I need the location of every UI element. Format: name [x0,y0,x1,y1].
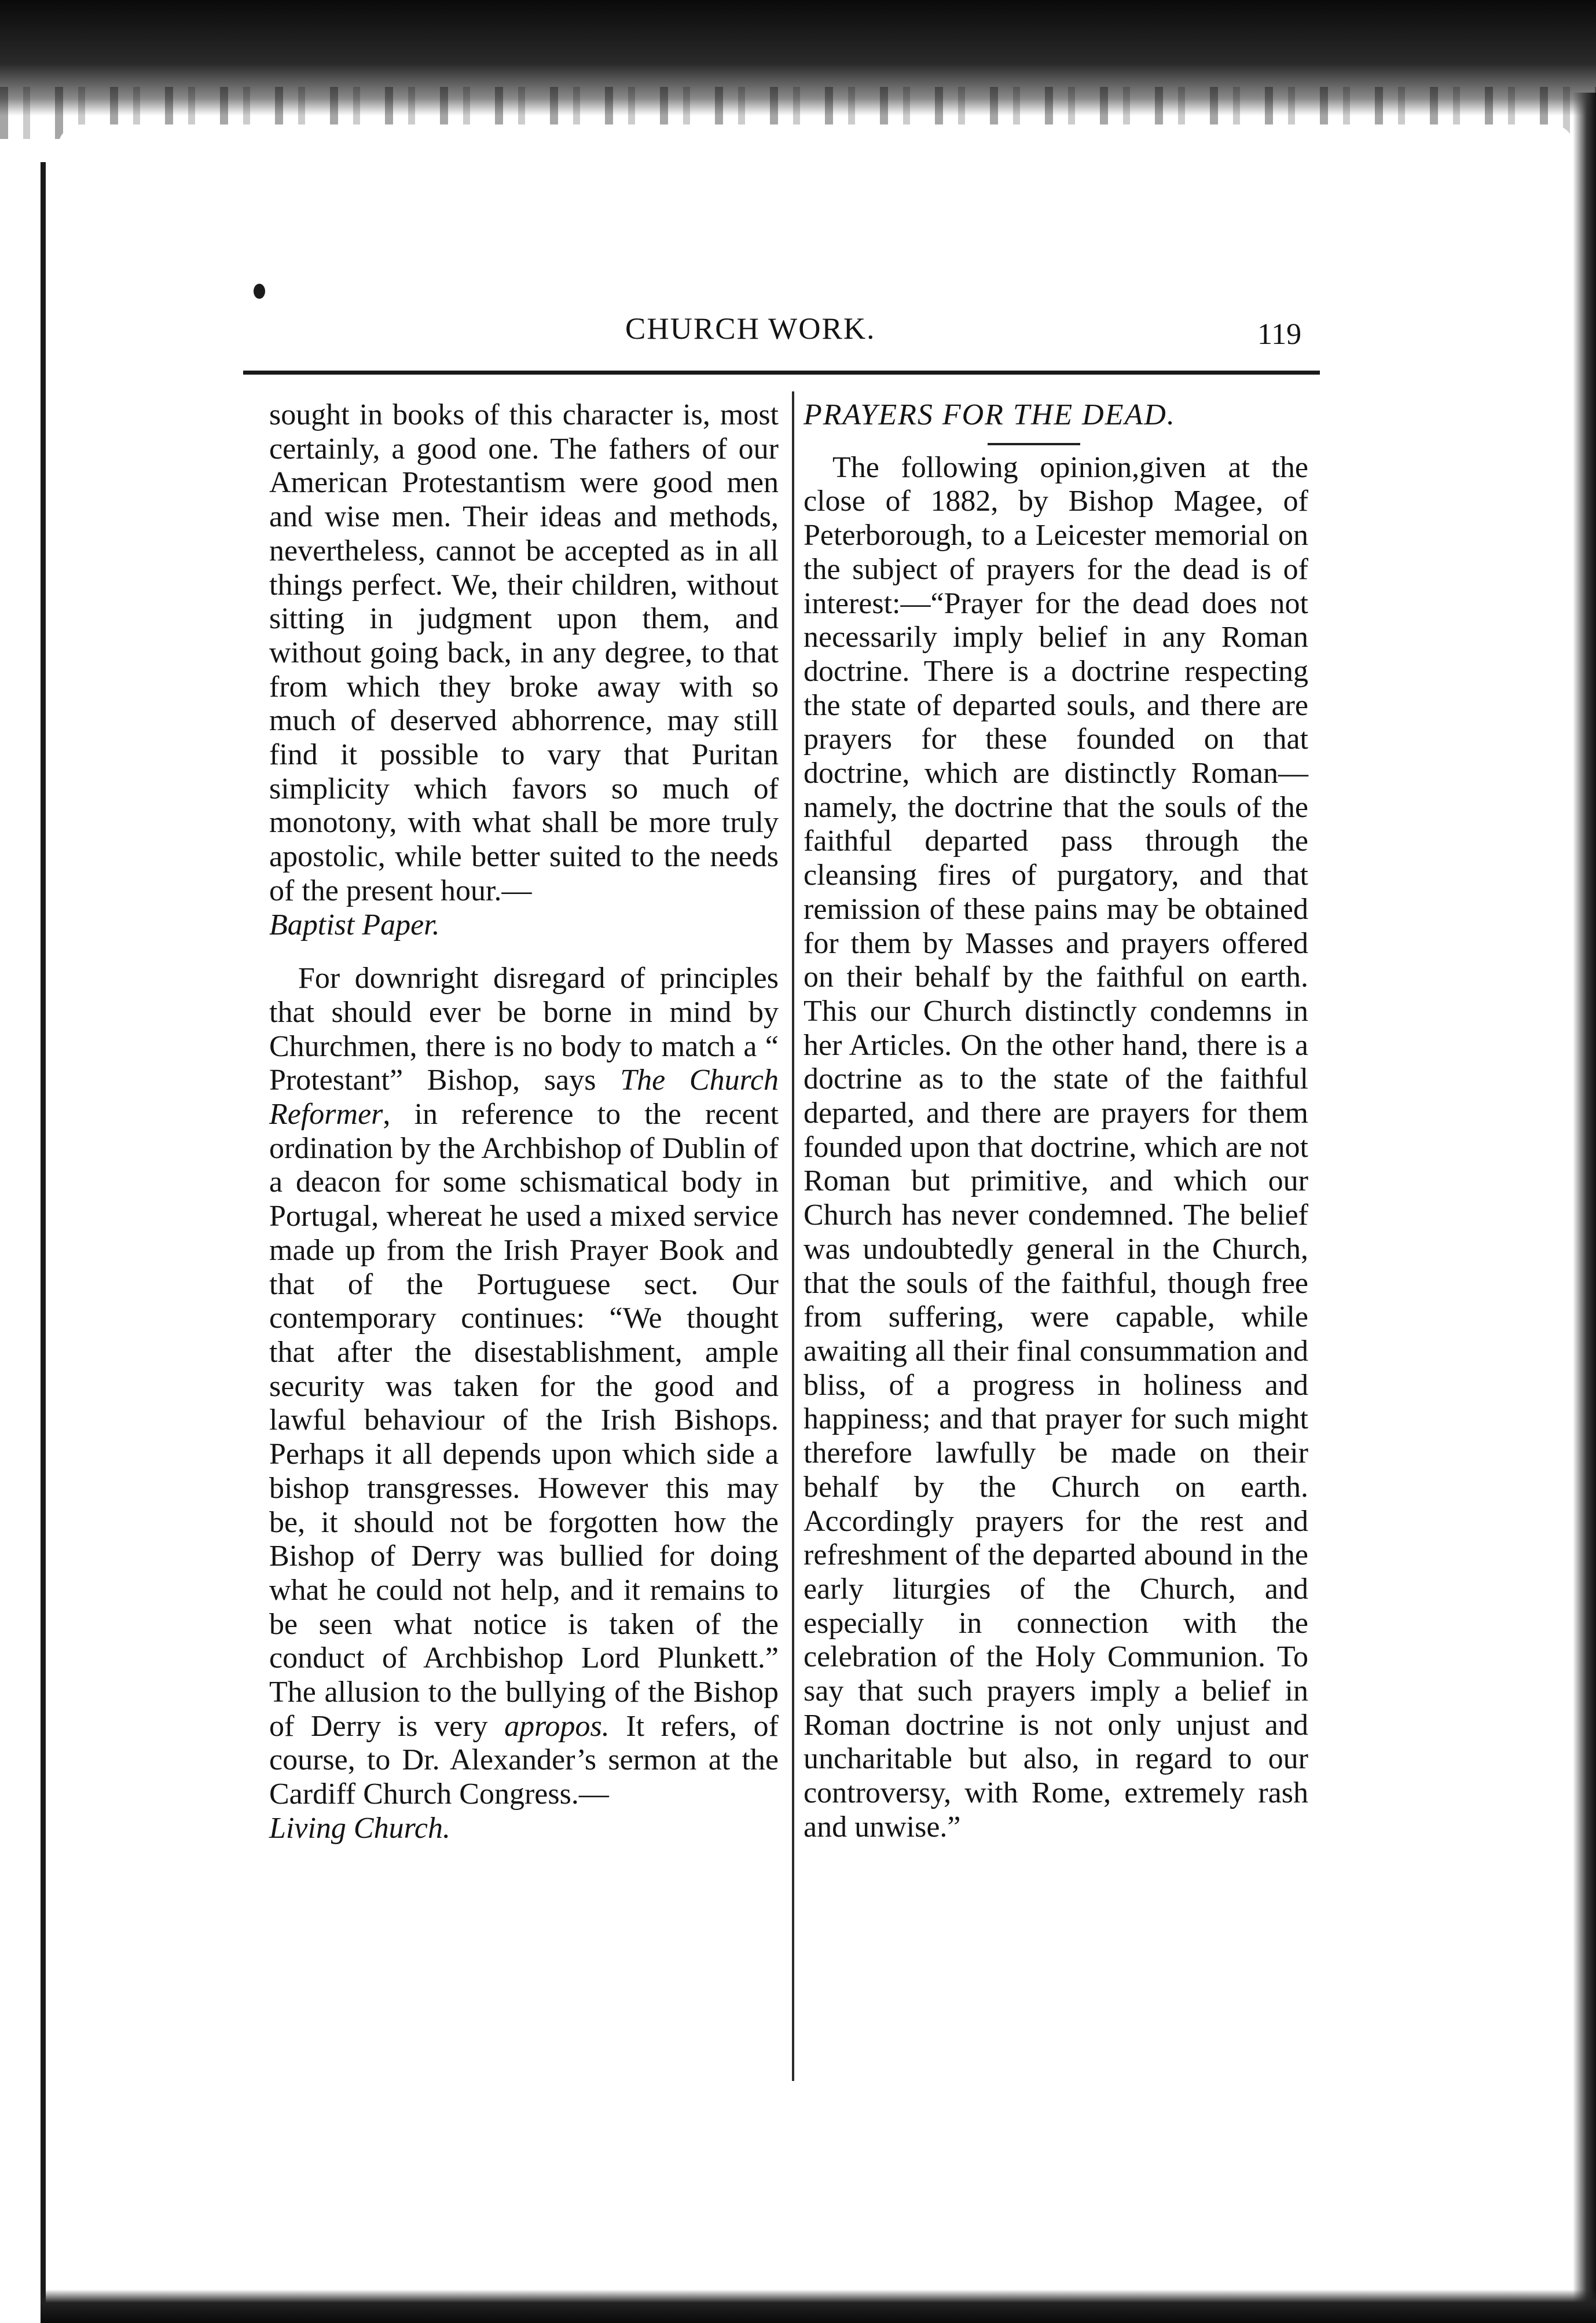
left-column [269,398,779,1846]
church-reformer-paragraph [269,962,779,1845]
title-rule [988,443,1080,445]
baptist-paper-excerpt [269,398,779,942]
paragraph-gap [269,942,779,962]
running-title: CHURCH WORK. [625,312,876,346]
scan-right-edge [1573,93,1596,2323]
paragraph-text: For downright disregard of principles that should ever be borne in mind by Churchmen, there is no body to match a “ Protestant” Bishop, says [269,962,779,1097]
paragraph-text: It refers, of course, to Dr. Alexander’s sermon at the Cardiff Church Congress.— [269,1709,779,1811]
page-number: 119 [1257,318,1302,351]
column-rule [792,391,794,2081]
header-rule [243,371,1320,375]
scan-left-edge [41,162,46,2304]
article-body: The following opinion,given at the close of 1882, by Bishop Magee, of Peterborough, to a Leicester memorial on the subject of prayers for the dead is of interest:—“Prayer for the dead does not necessarily imply belief in any Roman doctrine. There is a doctrine respecting the state of departed souls, and there are prayers for these founded on that doctrine, which are distinctly Roman—namely, the doctrine that the souls of the faithful departed pass through the cleansing fires of purgatory, and that remission of these pains may be obtained for them by Masses and prayers offered on their behalf by the faithful on earth. This our Church distinctly condemns in her Articles. On the other hand, there is a doctrine as to the state of the faithful departed, and there are prayers for them founded upon that doctrine, which are not Roman but primitive, and which our Church has never condemned. The belief was undoubtedly general in the Church, that the souls of the faithful, though free from suffering, were capable, while awaiting all their final consummation and bliss, of a progress in holiness and happiness; and that prayer for such might therefore lawfully be made on their behalf by the Church on earth. Accordingly prayers for the rest and refreshment of the departed abound in the early liturgies of the Church, and especially in connection with the celebration of the Holy Communion. To say that such prayers imply a belief in Roman doctrine is not only unjust and uncharitable but also, in regard to our controversy, with Rome, extremely rash and unwise.” [803,450,1308,1844]
publication-name: The Church Reformer [269,1064,779,1131]
source-attribution: Baptist Paper. [269,908,440,941]
scan-top-edge [0,0,1596,116]
scan-bottom-edge [41,2289,1596,2323]
source-attribution: Living Church. [269,1811,450,1845]
article-title: PRAYERS FOR THE DEAD. [803,398,1176,431]
italic-phrase: apropos. [504,1709,610,1743]
margin-dot [254,284,265,299]
excerpt-text: sought in books of this character is, most certainly, a good one. The fathers of our American Protestantism were good men and wise men. Their ideas and methods, nevertheless, cannot be accepted as in all things perfect. We, their children, without sitting in judgment upon them, and without going back, in any degree, to that from which they broke away with so much of deserved abhorrence, may still find it possible to vary that Puritan simplicity which favors so much of monotony, with what shall be more truly apostolic, while better suited to the needs of the present hour.— [269,398,779,907]
paragraph-text: , in reference to the recent ordination by the Archbishop of Dublin of a deacon for some schismatical body in Portugal, whereat he used a mixed service made up from the Irish Prayer Book and that of the Portuguese sect. Our contemporary continues: “We thought that after the disestablishment, ample security was taken for the good and lawful behaviour of the Irish Bishops. Perhaps it all depends upon which side a bishop transgresses. However this may be, it should not be forgotten how the Bishop of Derry was bullied for doing what he could not help, and it remains to be seen what notice is taken of the conduct of Archbishop Lord Plunkett.” The allusion to the bullying of the Bishop of Derry is very [269,1098,779,1743]
right-column [803,398,1308,1845]
